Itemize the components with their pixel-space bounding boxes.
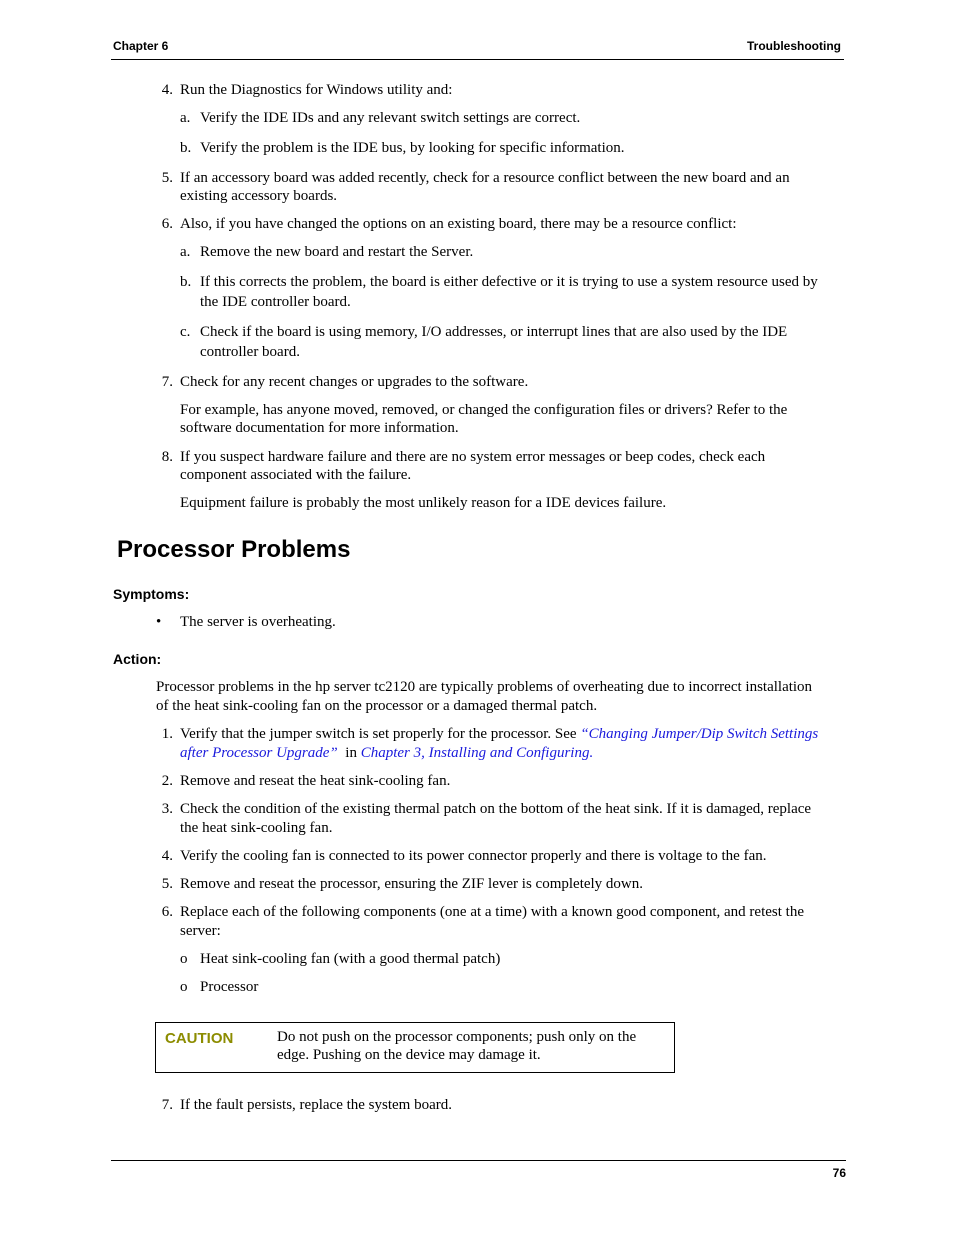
chapter-label: Chapter 6 xyxy=(113,39,169,53)
component-item: Heat sink-cooling fan (with a good thermal patch) xyxy=(200,951,501,967)
step-number: 5. xyxy=(161,876,173,892)
link-changing-jumper-settings[interactable]: “Changing Jumper/Dip Switch Settings xyxy=(580,726,819,742)
step-text: the heat sink-cooling fan. xyxy=(180,820,333,836)
substep-letter: a. xyxy=(180,110,191,126)
caution-text xyxy=(277,1028,636,1064)
header-rule xyxy=(111,59,844,60)
step-paragraph: For example, has anyone moved, removed, or changed the configuration files or drivers? Refer to the xyxy=(180,402,788,418)
symptom-text: The server is overheating. xyxy=(180,614,336,630)
substep-letter: a. xyxy=(180,244,191,260)
step-text: If the fault persists, replace the system board. xyxy=(180,1097,452,1113)
footer-rule xyxy=(111,1160,846,1161)
step-text: server: xyxy=(180,923,221,939)
step-number: 3. xyxy=(161,801,173,817)
link-chapter-3[interactable]: Chapter 3, Installing and Configuring xyxy=(360,745,590,761)
action-heading: Action: xyxy=(113,651,162,667)
step-text: Check the condition of the existing thermal patch on the bottom of the heat sink. If it is damaged, replace xyxy=(180,801,812,817)
intro-text: Processor problems in the hp server tc2120 are typically problems of overheating due to incorrect installation xyxy=(156,679,813,695)
link-changing-jumper-settings-cont[interactable]: after Processor Upgrade” xyxy=(180,745,338,761)
substep-text: the IDE controller board. xyxy=(200,294,351,310)
substep-text: If this corrects the problem, the board is either defective or it is trying to use a system resource used by xyxy=(200,274,818,290)
step-text: Remove and reseat the heat sink-cooling fan. xyxy=(180,773,451,789)
step-text: component associated with the failure. xyxy=(180,467,412,483)
step-number: 4. xyxy=(161,848,173,864)
step-paragraph: Equipment failure is probably the most unlikely reason for a IDE devices failure. xyxy=(180,495,667,511)
step-text: Replace each of the following components (one at a time) with a known good component, and retest the xyxy=(180,904,804,920)
step-text xyxy=(180,744,593,763)
step-text: Check for any recent changes or upgrades to the software. xyxy=(180,374,529,390)
step-number: 7. xyxy=(161,374,173,390)
step-number: 4. xyxy=(161,82,173,98)
sub-bullet-icon: o xyxy=(180,979,188,995)
step-number: 6. xyxy=(161,904,173,920)
symptoms-heading: Symptoms: xyxy=(113,586,190,602)
step-text: Remove and reseat the processor, ensuring the ZIF lever is completely down. xyxy=(180,876,644,892)
step-text xyxy=(180,725,818,744)
caution-label: CAUTION xyxy=(165,1030,234,1047)
step-number: 7. xyxy=(161,1097,173,1113)
substep-letter: b. xyxy=(180,140,192,156)
component-item: Processor xyxy=(200,979,259,995)
section-title: Processor Problems xyxy=(117,536,351,563)
step-text-part: in xyxy=(337,745,361,761)
caution-box xyxy=(155,1022,675,1073)
step-number: 1. xyxy=(161,726,173,742)
substep-letter: c. xyxy=(180,324,191,340)
caution-line: Do not push on the processor components; push only on the xyxy=(277,1029,637,1045)
step-text: Also, if you have changed the options on an existing board, there may be a resource conflict: xyxy=(180,216,737,232)
substep-text: Verify the problem is the IDE bus, by looking for specific information. xyxy=(200,140,625,156)
step-text: existing accessory boards. xyxy=(180,188,338,204)
substep-text: Check if the board is using memory, I/O addresses, or interrupt lines that are also used by the IDE xyxy=(200,324,788,340)
substep-text: controller board. xyxy=(200,344,300,360)
bullet-icon: • xyxy=(156,614,162,630)
step-number: 2. xyxy=(161,773,173,789)
substep-text: Remove the new board and restart the Server. xyxy=(200,244,474,260)
section-label: Troubleshooting xyxy=(747,39,841,53)
step-text-part: . xyxy=(589,745,594,761)
step-text: Verify the cooling fan is connected to its power connector properly and there is voltage to the fan. xyxy=(180,848,767,864)
step-paragraph: software documentation for more information. xyxy=(180,420,459,436)
step-text: If an accessory board was added recently, check for a resource conflict between the new board and an xyxy=(180,170,790,186)
substep-text: Verify the IDE IDs and any relevant switch settings are correct. xyxy=(200,110,581,126)
substep-letter: b. xyxy=(180,274,192,290)
step-text: If you suspect hardware failure and there are no system error messages or beep codes, check each xyxy=(180,449,766,465)
caution-line: edge. Pushing on the device may damage it. xyxy=(277,1047,541,1063)
sub-bullet-icon: o xyxy=(180,951,188,967)
step-number: 5. xyxy=(161,170,173,186)
intro-text: of the heat sink-cooling fan on the processor or a damaged thermal patch. xyxy=(156,698,598,714)
page-number: 76 xyxy=(832,1166,846,1180)
step-text-part: Verify that the jumper switch is set properly for the processor. See xyxy=(180,726,581,742)
step-text: Run the Diagnostics for Windows utility and: xyxy=(180,82,453,98)
step-number: 6. xyxy=(161,216,173,232)
step-number: 8. xyxy=(161,449,173,465)
